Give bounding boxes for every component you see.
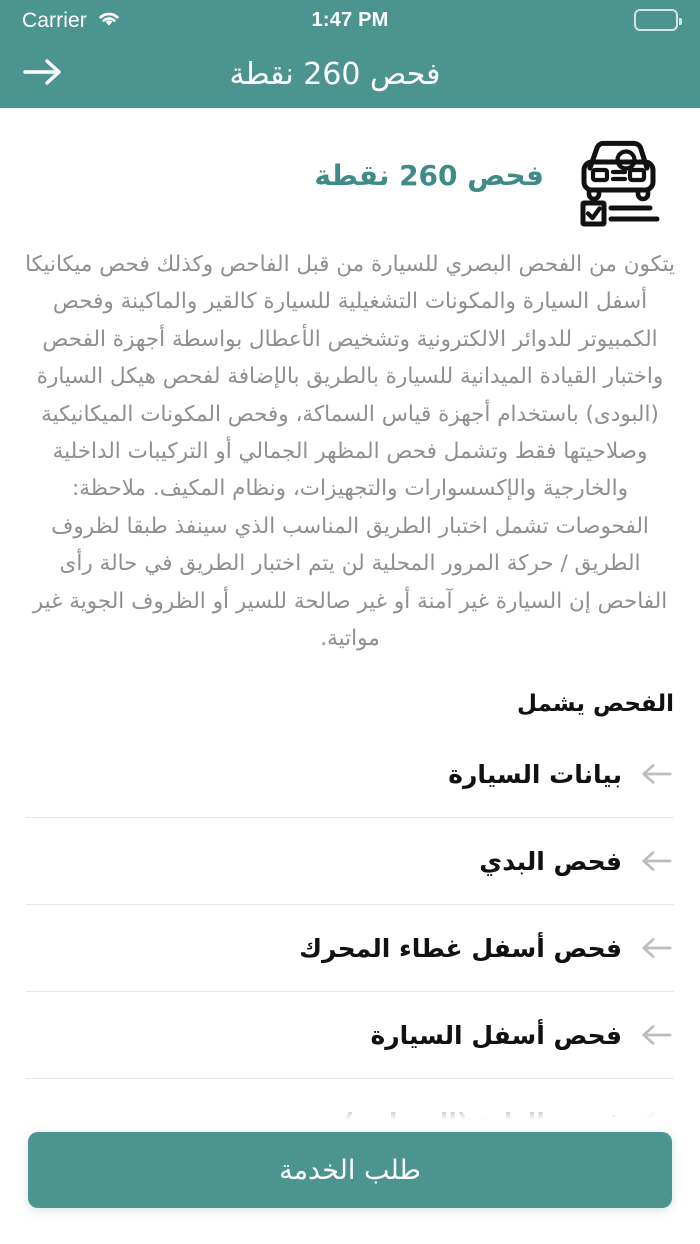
scroll-content[interactable] xyxy=(0,108,700,1244)
battery-full-icon xyxy=(634,9,678,31)
wifi-icon xyxy=(96,8,122,32)
service-description: يتكون من الفحص البصري للسيارة من قبل الفاحص وكذلك فحص ميكانيكا أسفل السيارة والمكونات التشغيلية للسيارة كالقير والماكينة وفحص الكمبيوتر للدوائر الالكترونية وتشخيص الأعطال بواسطة أجهزة الفحص واختبار القيادة الميدانية للسيارة بالطريق بالإضافة لفحص هيكل السيارة (البودى) باستخدام أجهزة قياس السماكة، وفحص المكونات الميكانيكية وصلاحيتها فقط وتشمل فحص المظهر الجمالي أو التركيبات الداخلية والخارجية والإكسسوارات والتجهيزات، ونظام المكيف. ملاحظة: الفحوصات تشمل اختبار الطريق المناسب الذي سينفذ طبقا لظروف الطريق / حركة المرور المحلية لن يتم اختبار الطريق في حالة رأى الفاحص إن السيارة غير آمنة أو غير صالحة للسير أو الظروف الجوية غير مواتية. xyxy=(25,252,675,652)
inspection-items-list xyxy=(0,731,700,1166)
hero-title: فحص 260 نقطة xyxy=(314,159,544,193)
page-title: فحص 260 نقطة xyxy=(229,56,441,92)
list-item[interactable] xyxy=(26,731,674,818)
arrow-left-icon xyxy=(628,760,674,788)
list-item-label: فحص أسفل السيارة xyxy=(370,1020,622,1050)
nav-bar xyxy=(0,40,700,108)
arrow-left-icon xyxy=(628,847,674,875)
list-item[interactable] xyxy=(26,818,674,905)
section-heading-includes: الفحص يشمل xyxy=(516,691,674,718)
status-bar xyxy=(0,0,700,40)
arrow-left-icon xyxy=(628,934,674,962)
status-bar-right xyxy=(478,9,678,31)
arrow-left-icon xyxy=(628,1021,674,1049)
hero-section xyxy=(0,108,700,234)
arrow-right-icon xyxy=(21,55,65,93)
status-bar-left xyxy=(22,8,222,32)
list-item[interactable] xyxy=(26,992,674,1079)
back-button[interactable] xyxy=(18,52,68,96)
list-item-label: فحص البدي xyxy=(479,846,622,876)
list-item[interactable] xyxy=(26,905,674,992)
status-bar-time: 1:47 PM xyxy=(311,8,389,31)
list-item-label: فحص أسفل غطاء المحرك xyxy=(299,933,622,963)
list-item-label: بيانات السيارة xyxy=(448,759,622,789)
car-inspection-checklist-icon xyxy=(562,122,670,230)
carrier-label: Carrier xyxy=(22,8,87,32)
request-service-button[interactable]: طلب الخدمة xyxy=(28,1132,672,1208)
bottom-action-bar xyxy=(0,1120,700,1244)
